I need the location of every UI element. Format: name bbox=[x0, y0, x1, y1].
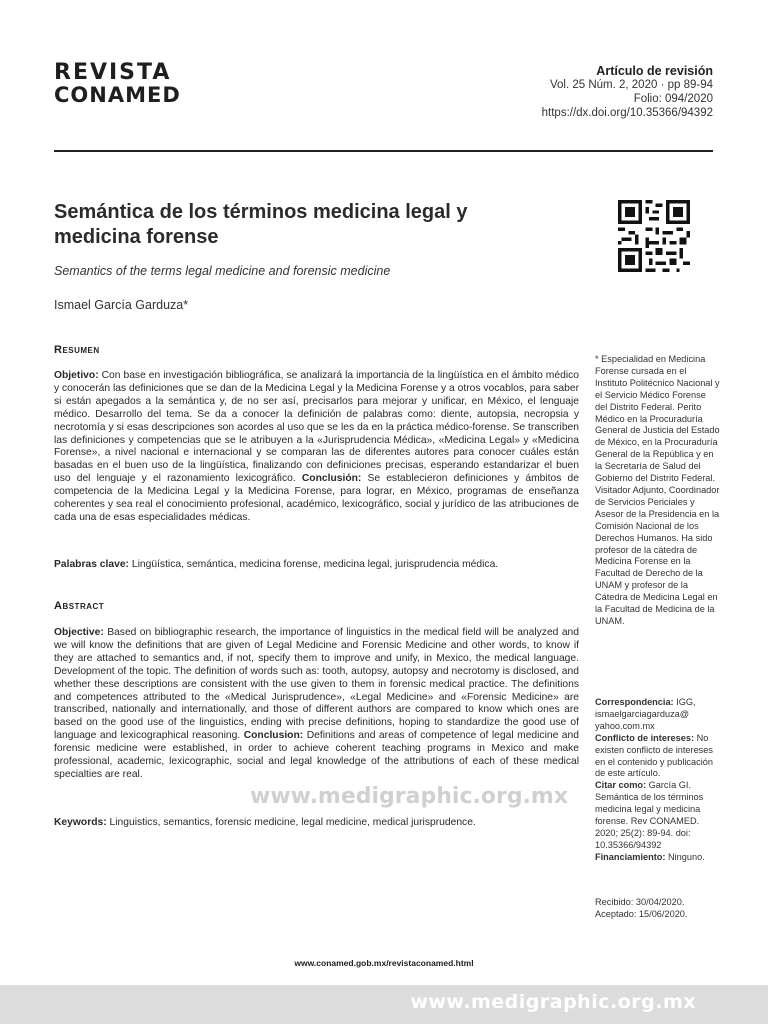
folio: Folio: 094/2020 bbox=[633, 93, 713, 105]
funding-label: Financiamiento: bbox=[595, 851, 666, 862]
author-footnote: * Especialidad en Medicina Forense cursada en el Instituto Politécnico Nacional y el Servicio Médico Forense del Distrito Federal. Perito Médico en la Procuraduría General de Justicia del Estado de México, en la Procuraduría General de la República y en la Secretaría de Salud del Gobierno del Distrito Federal. Visitador Adjunto, Coordinador de Servicios Periciales y Asesor de la Presidencia en la Comisión Nacional de los Derechos Humanos. Ha sido profesor de la cátedra de Medicina Forense en la Facultad de Derecho de la UNAM y profesor de la Cátedra de Medicina Legal en la Facultad de Medicina de la UNAM. bbox=[595, 354, 720, 626]
conflict-text: No existen conflicto de intereses en el contenido y publicación de este artículo. bbox=[595, 732, 713, 779]
palabras-clave bbox=[54, 559, 579, 572]
citation-label: Citar como: bbox=[595, 780, 647, 791]
header-divider bbox=[54, 150, 713, 152]
doi-link[interactable]: https://dx.doi.org/10.35366/94392 bbox=[541, 107, 713, 119]
article-type: Artículo de revisión bbox=[596, 64, 713, 78]
author-name: Ismael García Garduza* bbox=[54, 298, 189, 312]
resumen-conclusion-label: Conclusión: bbox=[301, 473, 362, 485]
abstract-objective-text: Based on bibliographic research, the importance of linguistics in the medical field will be analyzed and we will know the definitions that are given of Legal Medicine and Forensic Medicine and other words, to know if they are attached to semantics and, if not, specify them to improve and unify, in Mexico, the medical language. Development of the topic. The definition of words such as: tooth, autopsy, autopsy and necrotomy is disclosed, and whether these descriptions are consistent with the use given to them in forensic medical practice. The definitions and competences attributed to the «Medical Jurisprudence», «Legal Medicine» and «Forensic Medicine» are transcribed, nationally and internationally, and those of different authors are compared to know which ones are based on the good use of the linguistics, ending with precise definitions, hoping to standardize the good use of language and lexicographical reasoning. bbox=[54, 627, 579, 742]
resumen-heading: Resumen bbox=[54, 344, 100, 356]
funding bbox=[595, 852, 720, 864]
palabras-text: Lingüística, semántica, medicina forense, medicina legal, jurisprudencia médica. bbox=[129, 559, 499, 570]
accepted-date: Aceptado: 15/06/2020. bbox=[595, 908, 688, 919]
funding-text: Ninguno. bbox=[665, 851, 705, 862]
correspondence bbox=[595, 697, 720, 733]
resumen-text bbox=[54, 370, 579, 525]
citation-text: García GI. Semántica de los términos medicina legal y medicina forense. Rev CONAMED. 2020; 25(2): 89-94. doi: 10.35366/94392 bbox=[595, 780, 704, 850]
watermark: www.medigraphic.org.mx bbox=[250, 784, 569, 809]
received-date: Recibido: 30/04/2020. bbox=[595, 897, 685, 907]
abstract-objective-label: Objective: bbox=[54, 627, 104, 638]
logo-line-2: CONAMED bbox=[54, 83, 181, 107]
abstract-text bbox=[54, 627, 579, 782]
abstract-conclusion-text: Definitions and areas of competence of legal medicine and forensic medicine were established, in order to achieve coherent teaching programs in Mexico and make professional, academic, lexicographic, social and legal knowledge of the attributions of each of these medical specialties are real. bbox=[54, 730, 579, 780]
conflict-label: Conflicto de intereses: bbox=[595, 732, 695, 743]
resumen-conclusion-text: Se establecieron definiciones y ámbitos de competencia de la Medicina Legal y la Medicina Forense, para lograr, en México, programas de enseñanza coherentes y sea real el conocimiento profesional, académico, lexicográfico, social y jurídico de las atribuciones de cada una de esas especialidades médicas. bbox=[54, 473, 580, 523]
medigraphic-link[interactable]: www.medigraphic.org.mx bbox=[410, 991, 696, 1013]
palabras-label: Palabras clave: bbox=[54, 559, 129, 570]
conflict-of-interest bbox=[595, 733, 720, 781]
sidebar-metadata bbox=[595, 697, 720, 864]
logo-line-1: REVISTA bbox=[54, 60, 172, 85]
keywords-text: Linguistics, semantics, forensic medicine, legal medicine, medical jurisprudence. bbox=[106, 817, 476, 828]
article-dates bbox=[595, 897, 720, 921]
qr-code-icon bbox=[618, 199, 690, 273]
journal-url-link[interactable]: www.conamed.gob.mx/revistaconamed.html bbox=[294, 958, 474, 968]
article-title: Semántica de los términos medicina legal y medicina forense bbox=[54, 201, 468, 248]
abstract-heading: Abstract bbox=[54, 600, 105, 612]
keywords bbox=[54, 817, 579, 830]
correspondence-label: Correspondencia: bbox=[595, 697, 674, 707]
volume-info: Vol. 25 Núm. 2, 2020 · pp 89-94 bbox=[549, 79, 713, 91]
correspondence-text: IGG, ismaelgarciagarduza@ yahoo.com.mx bbox=[595, 697, 696, 731]
abstract-conclusion-label: Conclusion: bbox=[243, 730, 304, 742]
keywords-label: Keywords: bbox=[54, 817, 107, 828]
resumen-objective-label: Objetivo: bbox=[54, 370, 99, 381]
resumen-objective-text: Con base en investigación bibliográfica, se analizará la importancia de la lingüística en el ámbito médico y conocerán las definiciones que se dan de la Medicina Legal y la Medicina Forense y a otros vocablos, para saber si están apegados a la semántica y, de no ser así, precisarlos para mejorar y unificar, en México, el lenguaje médico. Desarrollo del tema. Se da a conocer la definición de palabras como: diente, autopsia, necropsia y necrotomía y si esas descripciones son acordes al uso que se les da en la práctica médico-forense. Se transcriben las definiciones y competencias que se le atribuyen a la «Jurisprudencia Médica», «Medicina Legal» y «Medicina Forense», a nivel nacional e internacional y se comparan las de diferentes autores para conocer cuáles están basadas en el buen uso de la lingüística, finalizando con definiciones precisas, esperando estandarizar el buen uso del lenguaje y el razonamiento lexicográfico. bbox=[54, 370, 579, 485]
article-meta bbox=[542, 64, 713, 120]
journal-logo bbox=[54, 62, 204, 106]
article-subtitle: Semantics of the terms legal medicine and forensic medicine bbox=[54, 264, 391, 278]
citation bbox=[595, 780, 720, 851]
